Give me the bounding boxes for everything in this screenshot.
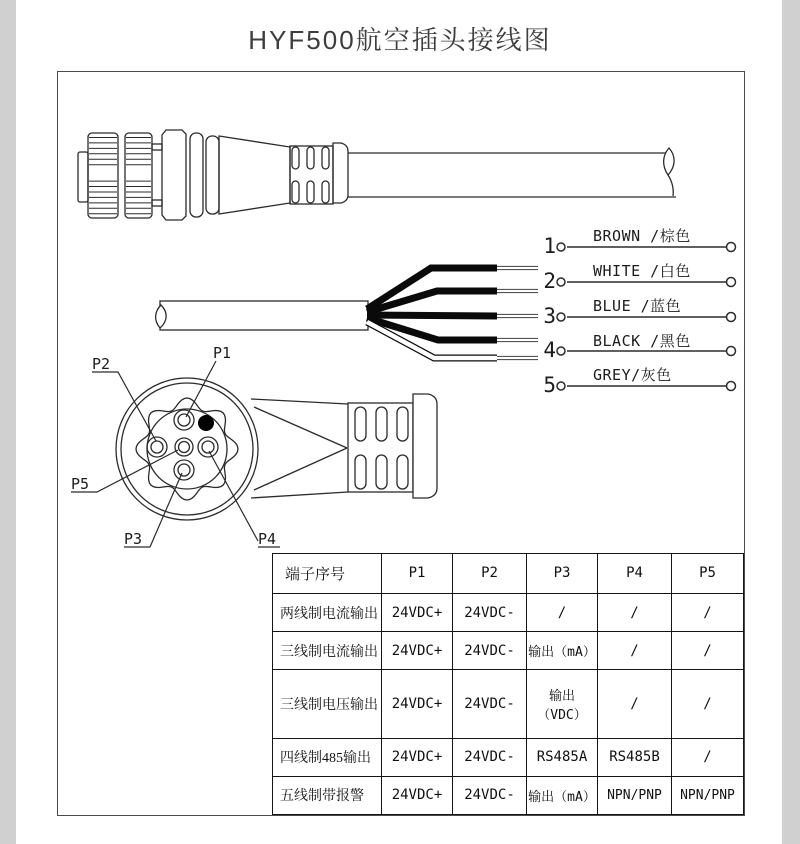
pin-label-p3: P3 <box>124 530 143 548</box>
table-cell: RS485B <box>598 738 672 776</box>
stripped-wire-tips <box>497 266 538 359</box>
table-cell: / <box>672 632 744 670</box>
table-cell: 三线制电压输出 <box>273 670 382 738</box>
table-header-cell: 端子序号 <box>273 554 382 594</box>
connector-side-view <box>78 130 676 220</box>
breakout-wires <box>367 268 497 358</box>
table-cell: NPN/PNP <box>598 776 672 814</box>
table-header-row <box>273 554 744 594</box>
table-cell: 24VDC+ <box>382 593 453 631</box>
table-header-cell: P2 <box>453 554 527 594</box>
table-cell: 输出（VDC） <box>527 670 598 738</box>
table-cell: 五线制带报警 <box>273 776 382 814</box>
table-row <box>273 632 744 670</box>
table-cell: 24VDC- <box>453 593 527 631</box>
wire-color-label-3: BLUE /蓝色 <box>593 297 682 315</box>
table-cell: / <box>598 632 672 670</box>
table-cell: 24VDC+ <box>382 670 453 738</box>
table-row <box>273 776 744 814</box>
wire-color-label-4: BLACK /黑色 <box>593 332 691 350</box>
terminal-function-table <box>272 553 744 815</box>
table-header-cell: P5 <box>672 554 744 594</box>
table-row <box>273 593 744 631</box>
table-cell: / <box>527 593 598 631</box>
table-header-cell: P4 <box>598 554 672 594</box>
pin-label-p2: P2 <box>92 355 111 373</box>
terminal-number-1: 1 <box>543 234 556 258</box>
pin-label-p1: P1 <box>213 344 232 362</box>
terminal-number-2: 2 <box>543 269 556 293</box>
strain-relief-top <box>290 146 333 204</box>
terminal-number-3: 3 <box>543 304 556 328</box>
wire-color-label-2: WHITE /白色 <box>593 262 691 280</box>
table-cell: 24VDC- <box>453 670 527 738</box>
table-cell: 24VDC- <box>453 776 527 814</box>
strain-relief-rear <box>348 403 413 492</box>
table-cell: RS485A <box>527 738 598 776</box>
table-cell: / <box>672 738 744 776</box>
table-row <box>273 670 744 738</box>
table-cell: 三线制电流输出 <box>273 632 382 670</box>
terminal-number-5: 5 <box>543 373 556 397</box>
knurl-band-2 <box>125 133 152 218</box>
wire-color-label-1: BROWN /棕色 <box>593 227 691 245</box>
connector-face-view <box>71 361 437 547</box>
table-cell: 四线制485输出 <box>273 738 382 776</box>
table-row <box>273 738 744 776</box>
table-cell: 24VDC+ <box>382 776 453 814</box>
cable-top <box>348 148 676 197</box>
key-dot <box>198 415 214 431</box>
table-cell: / <box>598 670 672 738</box>
table-header-cell: P3 <box>527 554 598 594</box>
table-cell: 24VDC- <box>453 632 527 670</box>
table-cell: 输出（mA） <box>527 632 598 670</box>
table-header-cell: P1 <box>382 554 453 594</box>
table-cell: 两线制电流输出 <box>273 593 382 631</box>
table-cell: 24VDC+ <box>382 738 453 776</box>
table-cell: 24VDC- <box>453 738 527 776</box>
pin-label-p4: P4 <box>258 530 277 548</box>
terminal-number-4: 4 <box>543 338 556 362</box>
table-cell: / <box>598 593 672 631</box>
page-title: HYF500航空插头接线图 <box>248 25 552 55</box>
wire-3 <box>367 315 497 316</box>
table-cell: 24VDC+ <box>382 632 453 670</box>
knurl-ridges <box>89 138 151 214</box>
table-cell: NPN/PNP <box>672 776 744 814</box>
knurl-band-1 <box>88 133 118 218</box>
wire-color-label-5: GREY/灰色 <box>593 366 672 384</box>
table-cell: / <box>672 670 744 738</box>
pin-label-p5: P5 <box>71 475 90 493</box>
table-cell: / <box>672 593 744 631</box>
table-cell: 输出（mA） <box>527 776 598 814</box>
